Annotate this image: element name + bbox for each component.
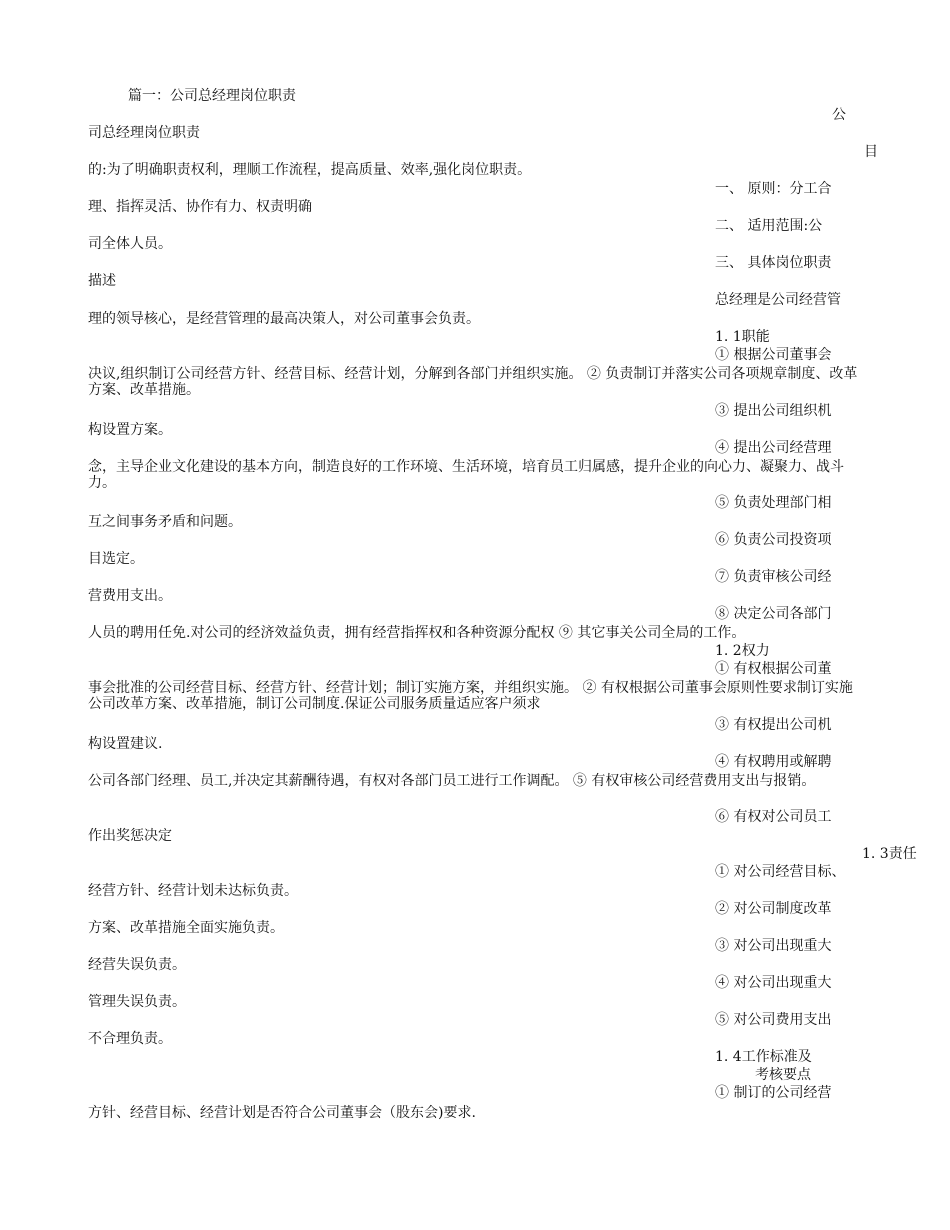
right-line: ⑤ 负责处理部门相 bbox=[715, 495, 832, 511]
left-line: 互之间事务矛盾和问题。 bbox=[88, 514, 242, 530]
right-line: 三、 具体岗位职责 bbox=[715, 255, 832, 271]
right-line: ⑥ 有权对公司员工 bbox=[715, 809, 832, 825]
right-line: ① 有权根据公司董 bbox=[715, 661, 832, 677]
left-line: 方针、经营目标、经营计划是否符合公司董事会（股东会)要求. bbox=[88, 1105, 476, 1121]
right-line: 二、 适用范围:公 bbox=[715, 218, 823, 234]
right-line: ① 对公司经营目标、 bbox=[715, 864, 846, 880]
left-line: 人员的聘用任免.对公司的经济效益负责，拥有经营指挥权和各种资源分配权 ⑨ 其它事关公司全局的工作。 bbox=[88, 625, 746, 641]
right-line: ① 根据公司董事会 bbox=[715, 347, 832, 363]
left-line: 理、指挥灵活、协作有力、权责明确 bbox=[88, 199, 312, 215]
left-line: 管理失误负责。 bbox=[88, 994, 186, 1010]
right-line: 总经理是公司经营管 bbox=[715, 292, 841, 308]
left-line: 目选定。 bbox=[88, 551, 144, 567]
right-line: 1. 2权力 bbox=[715, 643, 770, 659]
page-title: 篇一：公司总经理岗位职责 bbox=[128, 88, 296, 104]
right-line: ④ 有权聘用或解聘 bbox=[715, 754, 832, 770]
left-line: 经营失误负责。 bbox=[88, 957, 186, 973]
left-paragraph: 事会批准的公司经营目标、经营方针、经营计划；制订实施方案，并组织实施。 ② 有权根据公司董事会原则性要求制订实施公司改革方案、改革措施，制订公司制度.保证公司服务质量适应客户须求 bbox=[88, 680, 853, 712]
left-line: 描述 bbox=[88, 273, 116, 289]
right-line: ① 制订的公司经营 bbox=[715, 1085, 832, 1101]
right-line: ⑥ 负责公司投资项 bbox=[715, 532, 832, 548]
left-line: 不合理负责。 bbox=[88, 1031, 172, 1047]
right-line: 1. 4工作标准及 bbox=[715, 1049, 812, 1065]
left-line: 的:为了明确职责权利，理顺工作流程，提高质量、效率,强化岗位职责。 bbox=[88, 162, 532, 178]
left-line: 方案、改革措施全面实施负责。 bbox=[88, 920, 284, 936]
right-line: ③ 有权提出公司机 bbox=[715, 717, 832, 733]
right-line: ⑧ 决定公司各部门 bbox=[715, 606, 832, 622]
left-paragraph: 决议,组织制订公司经营方针、经营目标、经营计划，分解到各部门并组织实施。 ② 负责制订并落实公司各项规章制度、改革方案、改革措施。 bbox=[88, 366, 858, 398]
left-line: 构设置建议. bbox=[88, 736, 163, 752]
left-paragraph: 念，主导企业文化建设的基本方向，制造良好的工作环境、生活环境，培育员工归属感，提升企业的向心力、凝聚力、战斗力。 bbox=[88, 459, 844, 491]
right-line: ③ 提出公司组织机 bbox=[715, 403, 832, 419]
left-line: 司全体人员。 bbox=[88, 236, 172, 252]
right-line: ④ 提出公司经营理 bbox=[715, 440, 832, 456]
right-line: 考核要点 bbox=[755, 1067, 811, 1083]
right-line: 一、 原则：分工合 bbox=[715, 181, 832, 197]
right-line: 目 bbox=[864, 144, 878, 160]
left-line: 经营方针、经营计划未达标负责。 bbox=[88, 883, 298, 899]
left-line: 营费用支出。 bbox=[88, 588, 172, 604]
right-line: ⑤ 对公司费用支出 bbox=[715, 1012, 832, 1028]
left-line: 司总经理岗位职责 bbox=[88, 125, 200, 141]
left-paragraph: 公司各部门经理、员工,并决定其薪酬待遇，有权对各部门员工进行工作调配。 ⑤ 有权审核公司经营费用支出与报销。 bbox=[88, 773, 816, 789]
right-line: ⑦ 负责审核公司经 bbox=[715, 569, 832, 585]
left-line: 构设置方案。 bbox=[88, 422, 172, 438]
right-line: 公 bbox=[832, 107, 846, 123]
right-line: 1. 3责任 bbox=[862, 846, 917, 862]
right-line: ③ 对公司出现重大 bbox=[715, 938, 832, 954]
left-line: 理的领导核心，是经营管理的最高决策人，对公司董事会负责。 bbox=[88, 311, 480, 327]
right-line: ② 对公司制度改革 bbox=[715, 901, 832, 917]
right-line: ④ 对公司出现重大 bbox=[715, 975, 832, 991]
right-line: 1. 1职能 bbox=[715, 329, 770, 345]
left-line: 作出奖惩决定 bbox=[88, 828, 172, 844]
